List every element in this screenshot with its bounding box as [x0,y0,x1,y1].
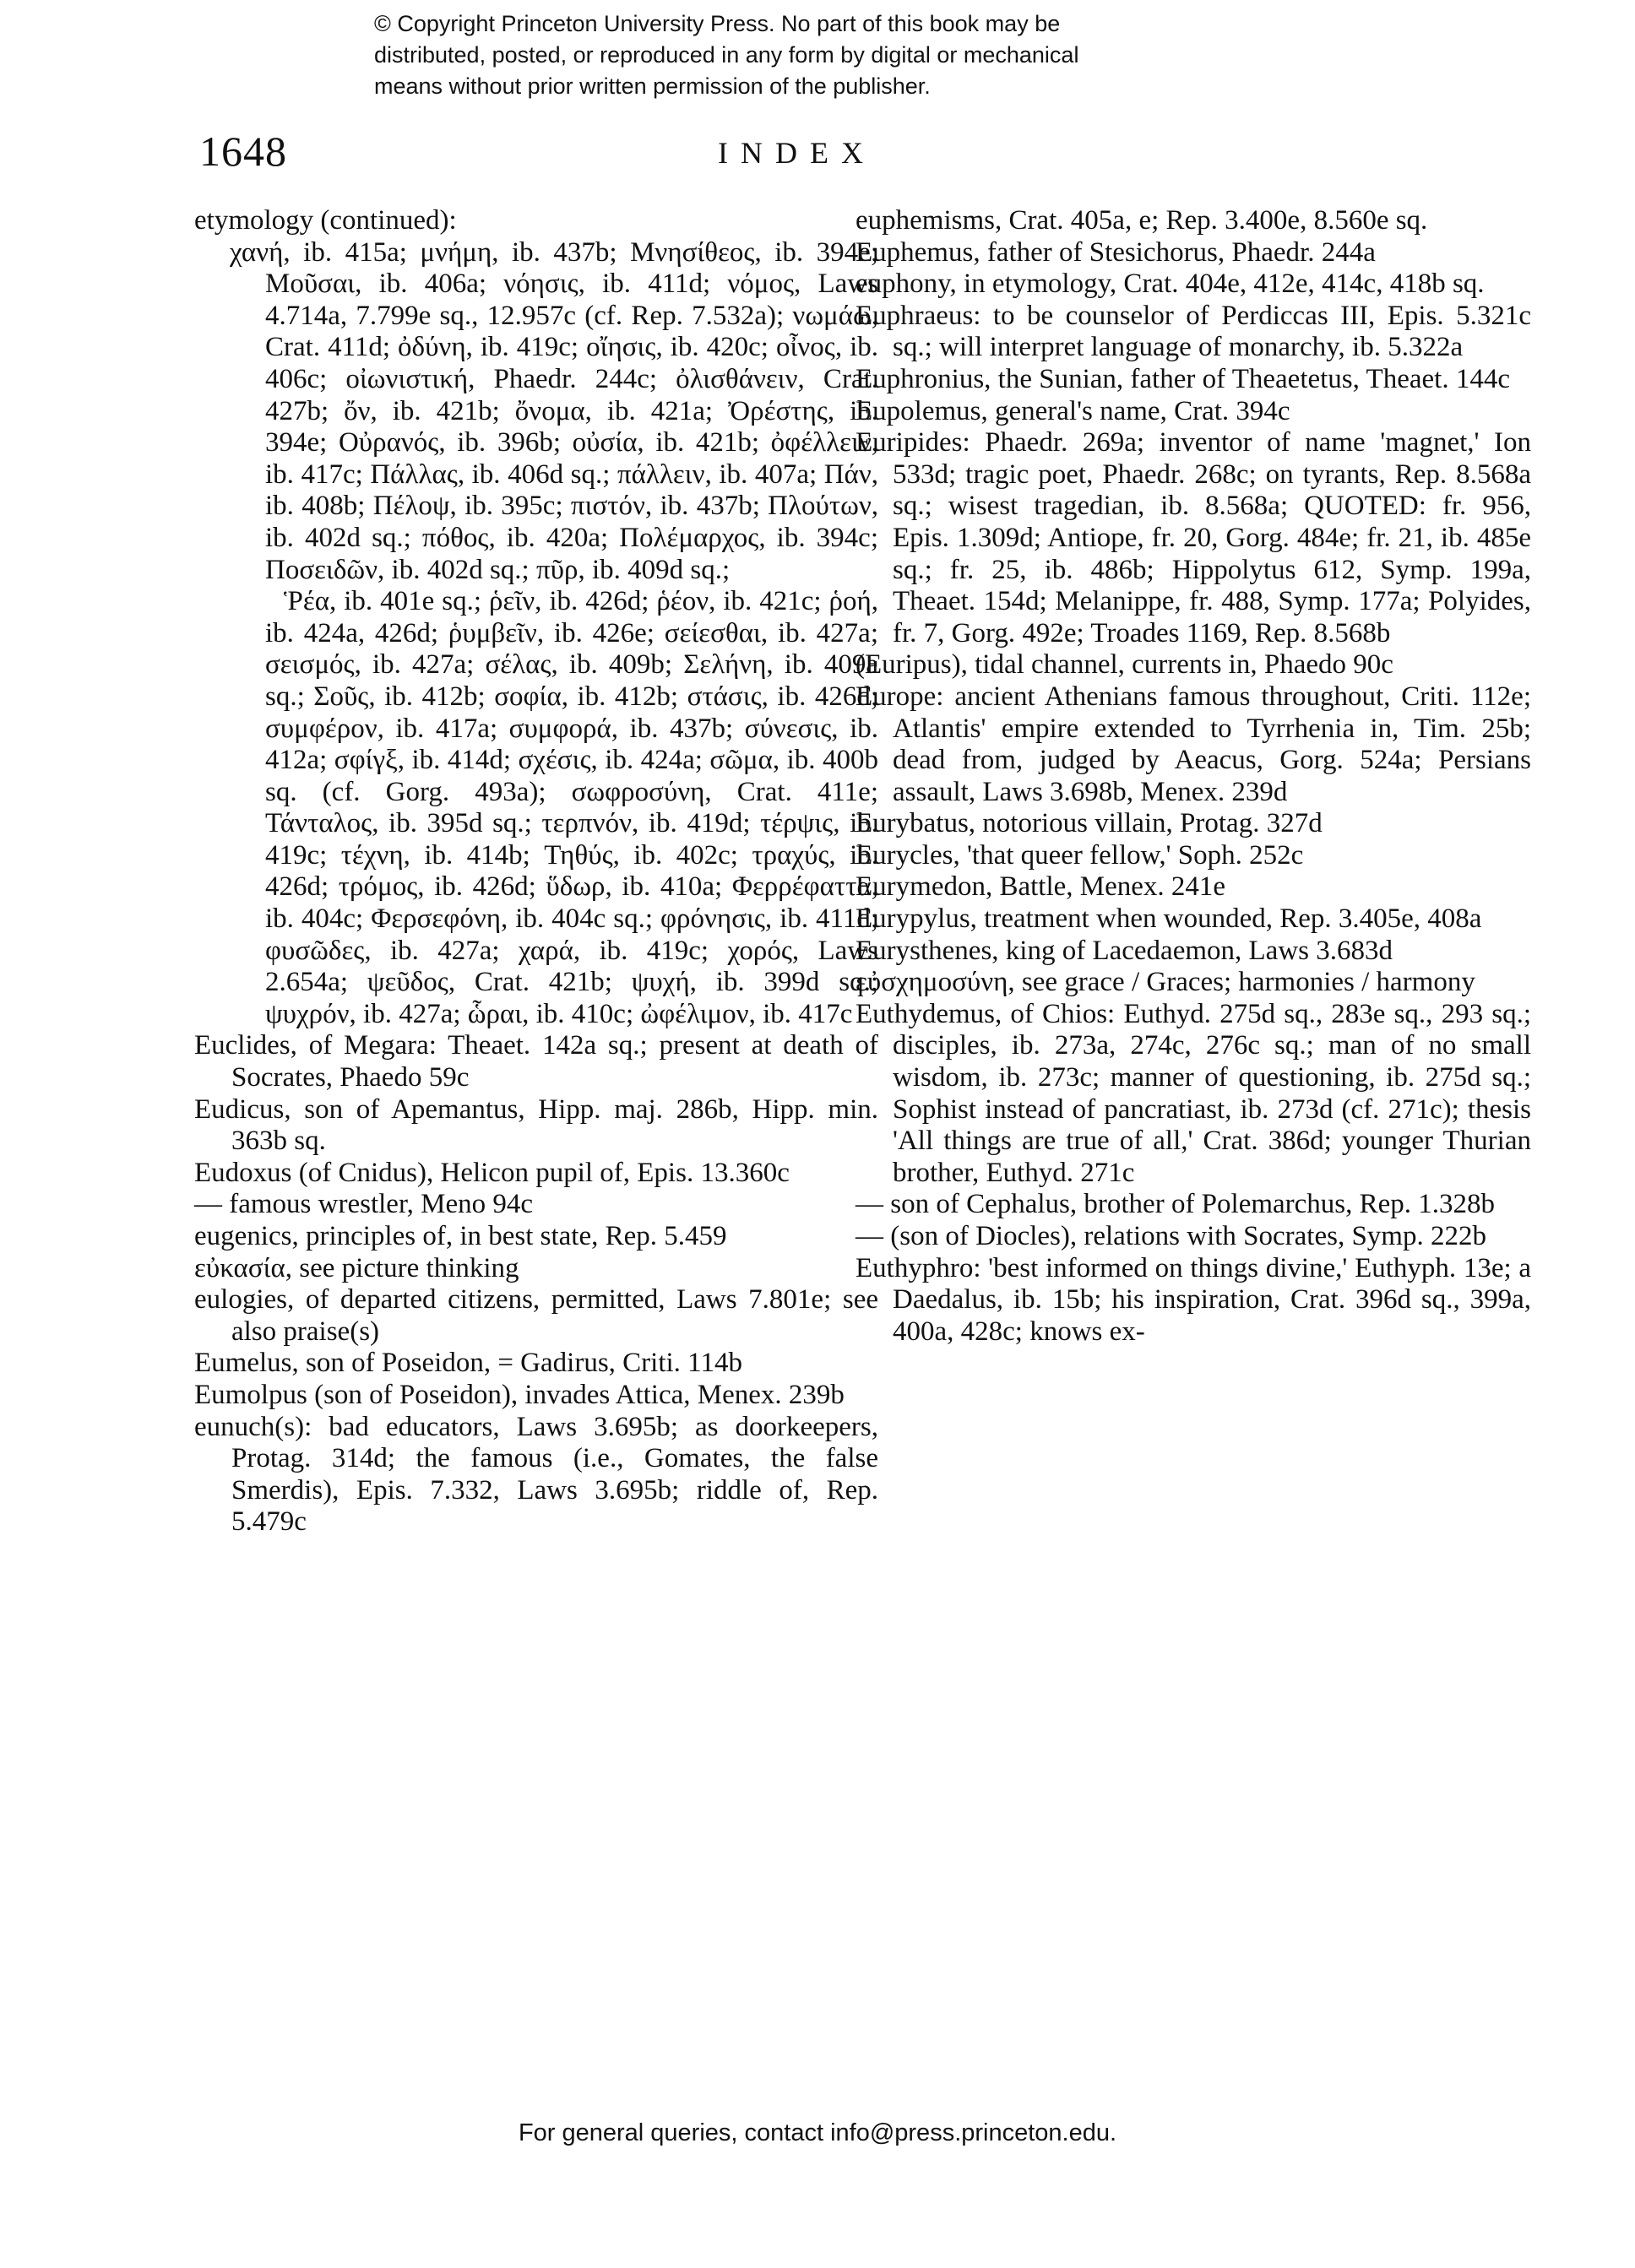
index-entry: Eurycles, 'that queer fellow,' Soph. 252c [856,839,1304,871]
index-entry: Eupolemus, general's name, Crat. 394c [856,395,1290,426]
index-entry: euphony, in etymology, Crat. 404e, 412e, 414c, 418b sq. [856,269,1485,300]
index-entry: eunuch(s): bad educators, Laws 3.695b; as doorkeepers, Protag. 314d; the famous (i.e., Gomates, the false Smerdis), Epis. 7.332, Laws 3.695b; riddle of, Rep. 5.479c [194,1411,878,1538]
index-entry: Euthyphro: 'best informed on things divine,' Euthyph. 13e; a Daedalus, ib. 15b; his inspiration, Crat. 396d sq., 399a, 400a, 428c; knows ex- [856,1252,1531,1347]
index-entry: eulogies, of departed citizens, permitted, Laws 7.801e; see also praise(s) [194,1284,878,1347]
index-entry: Euphronius, the Sunian, father of Theaetetus, Theaet. 144c [856,363,1510,394]
footer-contact: For general queries, contact info@press.princeton.edu. [518,2119,1117,2146]
page-number: 1648 [199,128,287,175]
copyright-line: © Copyright Princeton University Press. No part of this book may be [374,11,1061,36]
copyright-notice [374,8,1303,102]
index-entry: Eumolpus (son of Poseidon), invades Attica, Menex. 239b [194,1379,845,1410]
index-entry: Euclides, of Megara: Theaet. 142a sq.; present at death of Socrates, Phaedo 59c [194,1030,878,1093]
index-entry: Euthydemus, of Chios: Euthyd. 275d sq., 283e sq., 293 sq.; disciples, ib. 273a, 274c, 276c sq.; man of no small wisdom, ib. 273c; manner of questioning, ib. 275d sq.; Sophist instead of pancratiast, ib. 273d (cf. 271c); thesis 'All things are true of all,' Crat. 386d; younger Thurian brother, Euthyd. 271c [856,998,1531,1188]
index-entry: — (son of Diocles), relations with Socrates, Symp. 222b [856,1221,1486,1251]
index-entry: Eurysthenes, king of Lacedaemon, Laws 3.683d [856,935,1393,966]
index-entry: Eudoxus (of Cnidus), Helicon pupil of, Epis. 13.360c [194,1157,790,1188]
index-entry: εὐσχημοσύνη, see grace / Graces; harmonies / harmony [856,967,1475,998]
index-entry: (Euripus), tidal channel, currents in, Phaedo 90c [856,649,1393,681]
index-entry: Euripides: Phaedr. 269a; inventor of name 'magnet,' Ion 533d; tragic poet, Phaedr. 268c; on tyrants, Rep. 8.568a sq.; wisest tragedian, ib. 8.568a; QUOTED: fr. 956, Epis. 1.309d; Antiope, fr. 20, Gorg. 484e; fr. 21, ib. 485e sq.; fr. 25, ib. 486b; Hippolytus 612, Symp. 199a, Theaet. 154d; Melanippe, fr. 488, Symp. 177a; Polyides, fr. 7, Gorg. 492e; Troades 1169, Rep. 8.568b [856,427,1531,648]
index-entry: euphemisms, Crat. 405a, e; Rep. 3.400e, 8.560e sq. [856,205,1428,236]
index-entry: Eumelus, son of Poseidon, = Gadirus, Criti. 114b [194,1348,742,1379]
index-entry-heading: etymology (continued): [194,205,457,236]
index-column-right [856,205,1531,1348]
index-entry: eugenics, principles of, in best state, Rep. 5.459 [194,1221,727,1251]
copyright-line: means without prior written permission of the publisher. [374,73,931,99]
index-entry: Eudicus, son of Apemantus, Hipp. maj. 286b, Hipp. min. 363b sq. [194,1093,878,1157]
index-entry: Eurymedon, Battle, Menex. 241e [856,871,1226,903]
index-entry: εὐκασία, see picture thinking [194,1252,519,1283]
index-entry: Europe: ancient Athenians famous throughout, Criti. 112e; Atlantis' empire extended to Tyrrhenia in, Tim. 25b; dead from, judged by Aeacus, Gorg. 524a; Persians assault, Laws 3.698b, Menex. 239d [856,681,1531,807]
index-subentry: χανή, ib. 415a; μνήμη, ib. 437b; Μνησίθεος, ib. 394e; Μοῦσαι, ib. 406a; νόησις, ib. 411d; νόμος, Laws 4.714a, 7.799e sq., 12.957c (cf. Rep. 7.532a); νωμάω, Crat. 411d; ὀδύνη, ib. 419c; οἴησις, ib. 420c; οἶνος, ib. 406c; οἰωνιστική, Phaedr. 244c; ὀλισθάνειν, Crat. 427b; ὄν, ib. 421b; ὄνομα, ib. 421a; Ὀρέστης, ib. 394e; Οὐρανός, ib. 396b; οὐσία, ib. 421b; ὀφέλλειν, ib. 417c; Πάλλας, ib. 406d sq.; πάλλειν, ib. 407a; Πάν, ib. 408b; Πέλοψ, ib. 395c; πιστόν, ib. 437b; Πλούτων, ib. 402d sq.; πόθος, ib. 420a; Πολέμαρχος, ib. 394c; Ποσειδῶν, ib. 402d sq.; πῦρ, ib. 409d sq.; [230,236,878,585]
index-entry: — son of Cephalus, brother of Polemarchus, Rep. 1.328b [856,1189,1496,1220]
running-head: INDEX [718,136,876,170]
index-entry: — famous wrestler, Meno 94c [194,1189,533,1220]
index-entry: Euphemus, father of Stesichorus, Phaedr. 244a [856,236,1376,268]
index-entry: Euphraeus: to be counselor of Perdiccas III, Epis. 5.321c sq.; will interpret language of monarchy, ib. 5.322a [856,300,1531,363]
index-subentry-continued: Ῥέα, ib. 401e sq.; ῥεῖν, ib. 426d; ῥέον, ib. 421c; ῥοή, ib. 424a, 426d; ῥυμβεῖν, ib. 426e; σείεσθαι, ib. 427a; σεισμός, ib. 427a; σέλας, ib. 409b; Σελήνη, ib. 409a sq.; Σοῦς, ib. 412b; σοφία, ib. 412b; στάσις, ib. 426d; συμφέρον, ib. 417a; συμφορά, ib. 437b; σύνεσις, ib. 412a; σφίγξ, ib. 414d; σχέσις, ib. 424a; σῶμα, ib. 400b sq. (cf. Gorg. 493a); σωφροσύνη, Crat. 411e; Τάνταλος, ib. 395d sq.; τερπνόν, ib. 419d; τέρψις, ib. 419c; τέχνη, ib. 414b; Τηθύς, ib. 402c; τραχύς, ib. 426d; τρόμος, ib. 426d; ὕδωρ, ib. 410a; Φερρέφαττα, ib. 404c; Φερσεφόνη, ib. 404c sq.; φρόνησις, ib. 411d; φυσῶδες, ib. 427a; χαρά, ib. 419c; χορός, Laws 2.654a; ψεῦδος, Crat. 421b; ψυχή, ib. 399d sq.; ψυχρόν, ib. 427a; ὧραι, ib. 410c; ὠφέλιμον, ib. 417c [265,586,878,1029]
copyright-line: distributed, posted, or reproduced in any form by digital or mechanical [374,42,1079,68]
index-column-left [194,205,878,1538]
index-entry: Eurybatus, notorious villain, Protag. 327d [856,808,1323,839]
index-entry: Eurypylus, treatment when wounded, Rep. 3.405e, 408a [856,903,1482,935]
